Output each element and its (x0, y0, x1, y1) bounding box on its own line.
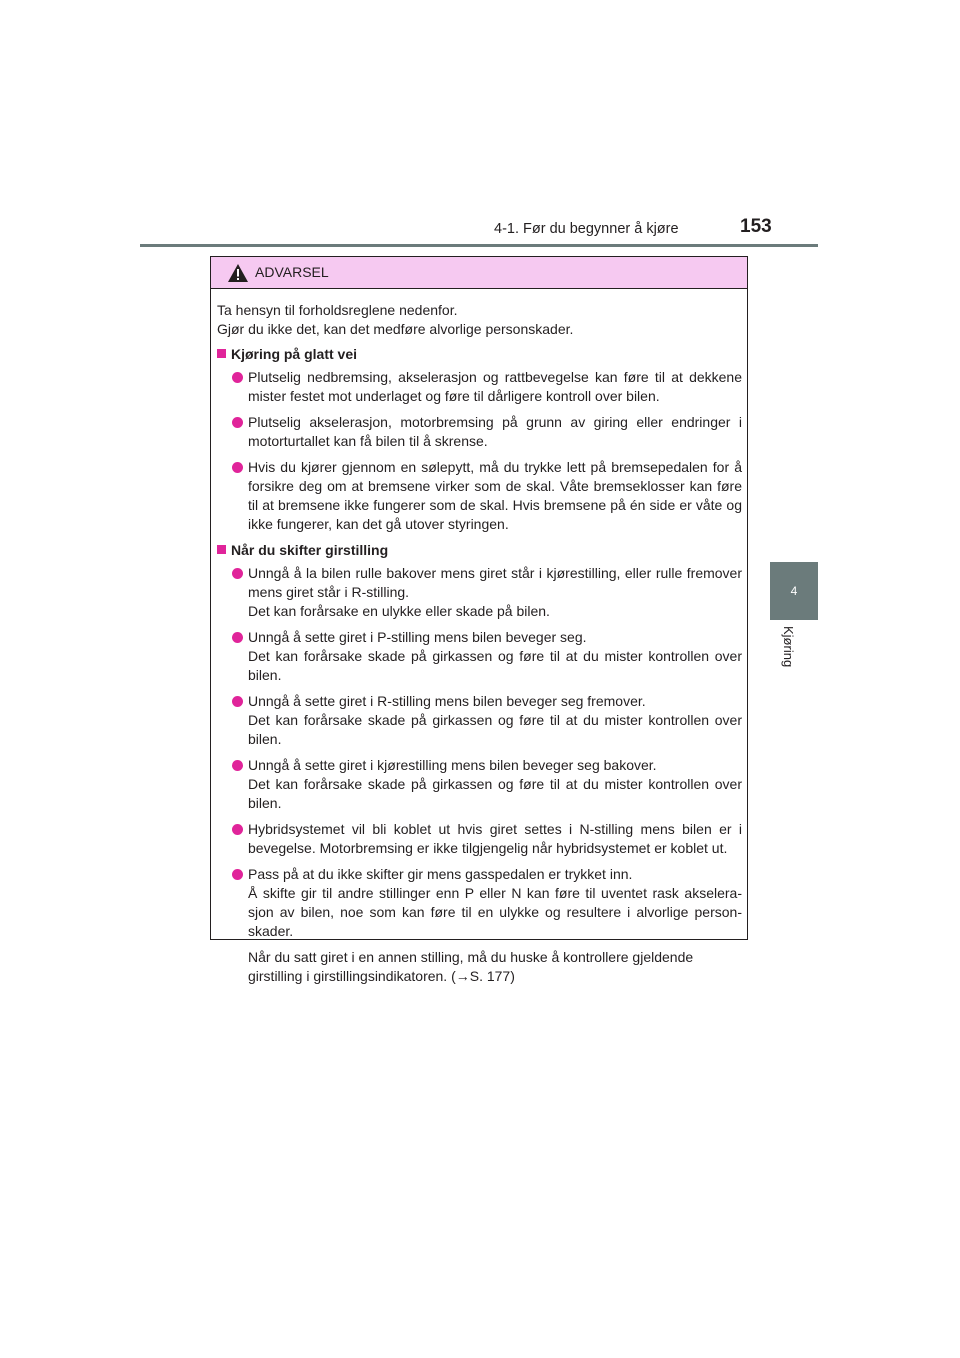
list-item (217, 564, 742, 621)
header-rule (140, 244, 818, 247)
round-bullet-icon (232, 824, 243, 835)
section-heading-text: Kjøring på glatt vei (231, 346, 358, 362)
round-bullet-icon (232, 760, 243, 771)
warning-body (211, 289, 747, 986)
list-item-text: Unngå å sette giret i P-stilling mens bilen beveger seg. (248, 629, 587, 645)
list-item-text: Hvis du kjører gjennom en sølepytt, må du trykke lett på bremsepedalen for å forsikre deg om at bremsene virker som de skal. Våte bremseklosser kan føre til at bremsene ikke fungerer som de skal. Hvis bremsene på én side er våte og ikke fungerer, kan det gå utover styringen. (248, 459, 742, 532)
list-item-text: Det kan forårsake skade på girkassen og føre til at du mister kontrollen over bilen. (248, 776, 742, 811)
section-heading (217, 541, 742, 560)
chapter-number: 4 (790, 584, 798, 598)
section-heading (217, 345, 742, 364)
list-item-text: Unngå å sette giret i kjørestilling mens bilen beveger seg bakover. (248, 757, 657, 773)
list-item (217, 756, 742, 813)
list-item-text: Pass på at du ikke skifter gir mens gasspedalen er trykket inn. (248, 866, 633, 882)
chapter-title (781, 626, 811, 686)
section-heading-text: Når du skifter girstilling (231, 542, 389, 558)
list-item-text: Det kan forårsake en ulykke eller skade på bilen. (248, 603, 550, 619)
round-bullet-icon (232, 568, 243, 579)
square-bullet-icon (217, 545, 226, 554)
round-bullet-icon (232, 417, 243, 428)
list-item-text: Det kan forårsake skade på girkassen og føre til at du mister kontrollen over bilen. (248, 712, 742, 747)
list-item (217, 628, 742, 685)
list-item-text: Det kan forårsake skade på girkassen og føre til at du mister kontrollen over bilen. (248, 648, 742, 683)
chapter-tab (770, 562, 818, 620)
list-item-text: Plutselig akselerasjon, motorbremsing på grunn av giring eller endringer i motorturtallet kan få bilen til å skrense. (248, 414, 742, 449)
chapter-title-text: Kjøring (781, 626, 796, 668)
list-item (217, 865, 742, 941)
page-number: 153 (740, 216, 772, 237)
list-item (217, 413, 742, 451)
intro-line: Ta hensyn til forholdsreglene nedenfor. (217, 302, 458, 318)
warning-triangle-icon (227, 263, 249, 283)
list-item-text: Å skifte gir til andre stillinger enn P eller N kan føre til uventet rask akselera-sjon av bilen, noe som kan føre til en ulykke og resultere i alvorlige person-skader. (248, 885, 742, 939)
list-item-text: Unngå å la bilen rulle bakover mens giret står i kjørestilling, eller rulle fremover mens giret står i R-stilling. (248, 565, 742, 600)
list-item-text: Unngå å sette giret i R-stilling mens bilen beveger seg fremover. (248, 693, 646, 709)
round-bullet-icon (232, 372, 243, 383)
round-bullet-icon (232, 632, 243, 643)
list-item (217, 692, 742, 749)
list-item-text: Hybridsystemet vil bli koblet ut hvis giret settes i N-stilling mens bilen er i bevegelse. Motorbremsing er ikke tilgjengelig når hybridsystemet er koblet ut. (248, 821, 742, 856)
warning-header (211, 257, 747, 289)
round-bullet-icon (232, 869, 243, 880)
round-bullet-icon (232, 696, 243, 707)
header-section-title: 4-1. Før du begynner å kjøre (494, 221, 679, 237)
warning-intro (217, 301, 742, 339)
section-note: Når du satt giret i en annen stilling, må du huske å kontrollere gjeldende girstilling i girstillingsindikatoren. (→S. 177) (248, 949, 694, 984)
warning-box (210, 256, 748, 984)
list-item (217, 458, 742, 534)
list-item-text: Plutselig nedbremsing, akselerasjon og rattbevegelse kan føre til at dekkene mister festet mot underlaget og føre til dårligere kontroll over bilen. (248, 369, 742, 404)
intro-line: Gjør du ikke det, kan det medføre alvorlige personskader. (217, 321, 574, 337)
list-item (217, 368, 742, 406)
round-bullet-icon (232, 462, 243, 473)
square-bullet-icon (217, 349, 226, 358)
list-item (217, 820, 742, 858)
warning-title: ADVARSEL (255, 264, 329, 280)
